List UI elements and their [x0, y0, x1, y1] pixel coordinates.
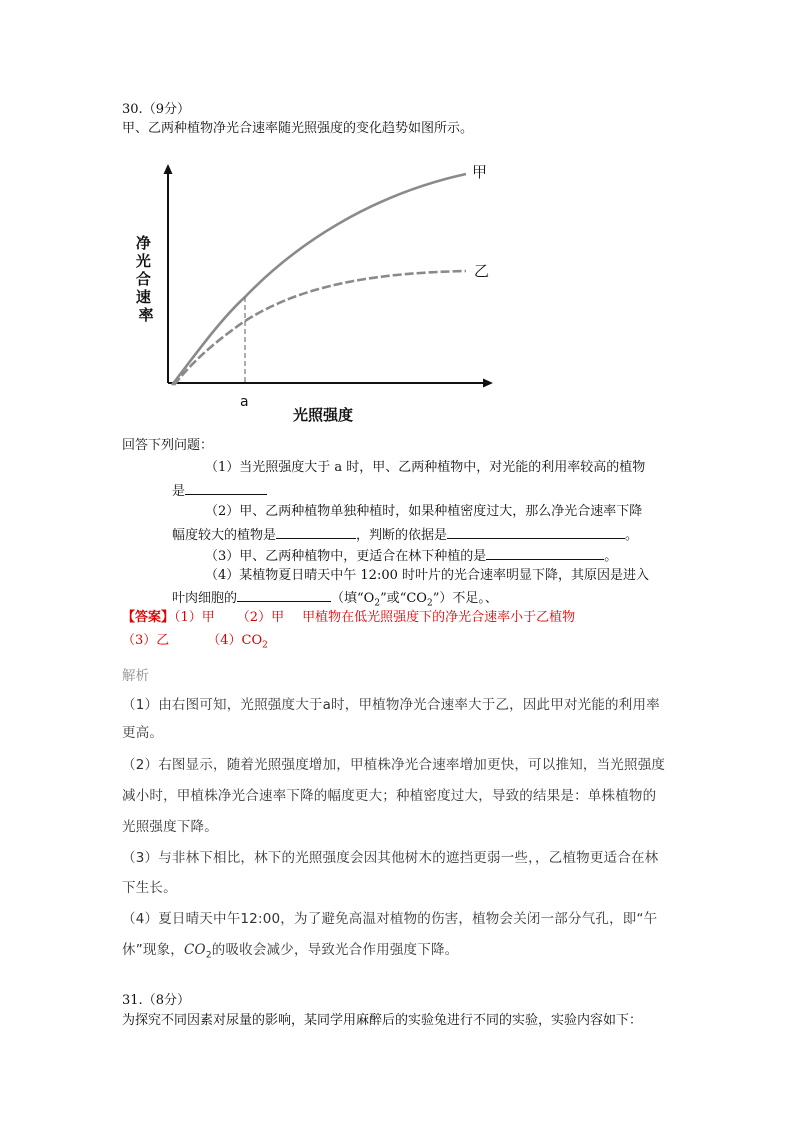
- analysis-p4-line1: （4）夏日晴天中午12:00，为了避免高温对植物的伤害，植物会关闭一部分气孔，即“午: [122, 911, 658, 927]
- blank-1: [185, 482, 267, 495]
- x-tick-a: a: [240, 394, 249, 410]
- blank-3: [486, 547, 604, 560]
- analysis-co2: CO: [184, 942, 206, 958]
- q30-sub3-line: [205, 547, 617, 565]
- x-axis-arrow: [483, 379, 493, 388]
- q30-sub2-line1: （2）甲、乙两种植物单独种植时，如果种植密度过大，那么净光合速率下降: [205, 504, 643, 519]
- q30-sub4-text-d: ”）不足。、: [432, 591, 498, 606]
- q31-stem: 为探究不同因素对尿量的影响，某同学用麻醉后的实验兔进行不同的实验，实验内容如下：: [122, 1013, 643, 1028]
- answer-label: 【答案】: [122, 610, 175, 625]
- analysis-p3-line1: （3）与非林下相比，林下的光照强度会因其他树木的遮挡更弱一些，，乙植物更适合在林: [122, 850, 659, 866]
- answer-2-reason: 甲植物在低光照强度下的净光合速率小于乙植物: [302, 610, 576, 625]
- analysis-p1-line2: 更高。: [122, 725, 164, 741]
- analysis-p4-text-b: 的吸收会减少，导致光合作用强度下降。: [211, 942, 459, 958]
- analysis-p4-line2: [122, 938, 458, 961]
- q30-sub2-text-b: ，判断的依据是: [356, 528, 448, 543]
- q30-sub4-text-b: （填“O: [331, 591, 375, 606]
- blank-2a: [276, 526, 356, 539]
- analysis-p2-line3: 光照强度下降。: [122, 819, 218, 835]
- answer-line2: [122, 633, 268, 654]
- q30-sub3-text: （3）甲、乙两种植物中，更适合在林下种植的是: [205, 549, 487, 564]
- analysis-title: 解析: [122, 668, 149, 684]
- q30-stem: 甲、乙两种植物净光合速率随光照强度的变化趋势如图所示。: [122, 121, 474, 136]
- series-label-jia: 甲: [472, 163, 488, 181]
- answer-3: （3）乙: [122, 633, 170, 648]
- q31-number: 31.: [122, 993, 143, 1008]
- o2-subscript: 2: [374, 598, 381, 609]
- x-axis-label: 光照强度: [293, 406, 354, 424]
- q30-sub1-text: 是: [172, 484, 186, 499]
- q30-sub4-text-c: ”或“CO: [380, 591, 427, 606]
- analysis-p3-line2: 下生长。: [122, 880, 177, 896]
- answer-line1: [122, 610, 575, 626]
- q31-header: [122, 993, 190, 1009]
- analysis-p2-line1: （2）右图显示，随着光照强度增加，甲植株净光合速率增加更快，可以推知，当光照强度: [122, 757, 666, 773]
- q30-sub4-line1: （4）某植物夏日晴天中午 12:00 时叶片的光合速率明显下降，其原因是进入: [205, 568, 649, 583]
- q30-sub1-line1: （1）当光照强度大于 a 时，甲、乙两种植物中，对光能的利用率较高的植物: [205, 460, 646, 475]
- answer-prompt: 回答下列问题：: [122, 438, 214, 453]
- q30-number: 30.: [122, 102, 143, 117]
- co2-subscript: 2: [426, 598, 433, 609]
- y-axis-label: 净 光 合 速 率: [135, 234, 154, 324]
- q30-sub3-end: 。: [604, 549, 618, 564]
- series-jia-curve: [172, 174, 466, 385]
- q30-header: [122, 102, 190, 118]
- analysis-p1-line1: （1）由右图可知，光照强度大于a时，甲植物净光合速率大于乙，因此甲对光能的利用率: [122, 697, 660, 713]
- q30-score: （9分）: [142, 102, 190, 117]
- blank-4: [237, 589, 331, 602]
- q30-sub4-line2: [172, 589, 498, 612]
- blank-2b: [447, 526, 625, 539]
- y-axis-arrow: [164, 164, 173, 174]
- light-response-chart: [130, 155, 510, 430]
- analysis-co2-subscript: 2: [205, 950, 212, 961]
- analysis-p2-line2: 减小时，甲植株净光合速率下降的幅度更大；种植密度过大，导致的结果是：单株植物的: [122, 788, 657, 804]
- q30-sub2-text-c: 。: [625, 528, 639, 543]
- answer-2: （2）甲: [236, 610, 285, 625]
- answer-1: （1）甲: [174, 610, 215, 625]
- answer-4: （4）CO: [207, 633, 263, 648]
- series-label-yi: 乙: [474, 262, 490, 280]
- answer-4-subscript: 2: [262, 640, 268, 651]
- q30-sub4-text-a: 叶肉细胞的: [172, 591, 238, 606]
- q31-score: （8分）: [142, 993, 190, 1008]
- q30-sub1-line2: [172, 482, 267, 500]
- analysis-p4-text-a: 休”现象，: [122, 942, 184, 958]
- q30-sub2-text-a: 幅度较大的植物是: [172, 528, 277, 543]
- q30-sub2-line2: [172, 526, 638, 544]
